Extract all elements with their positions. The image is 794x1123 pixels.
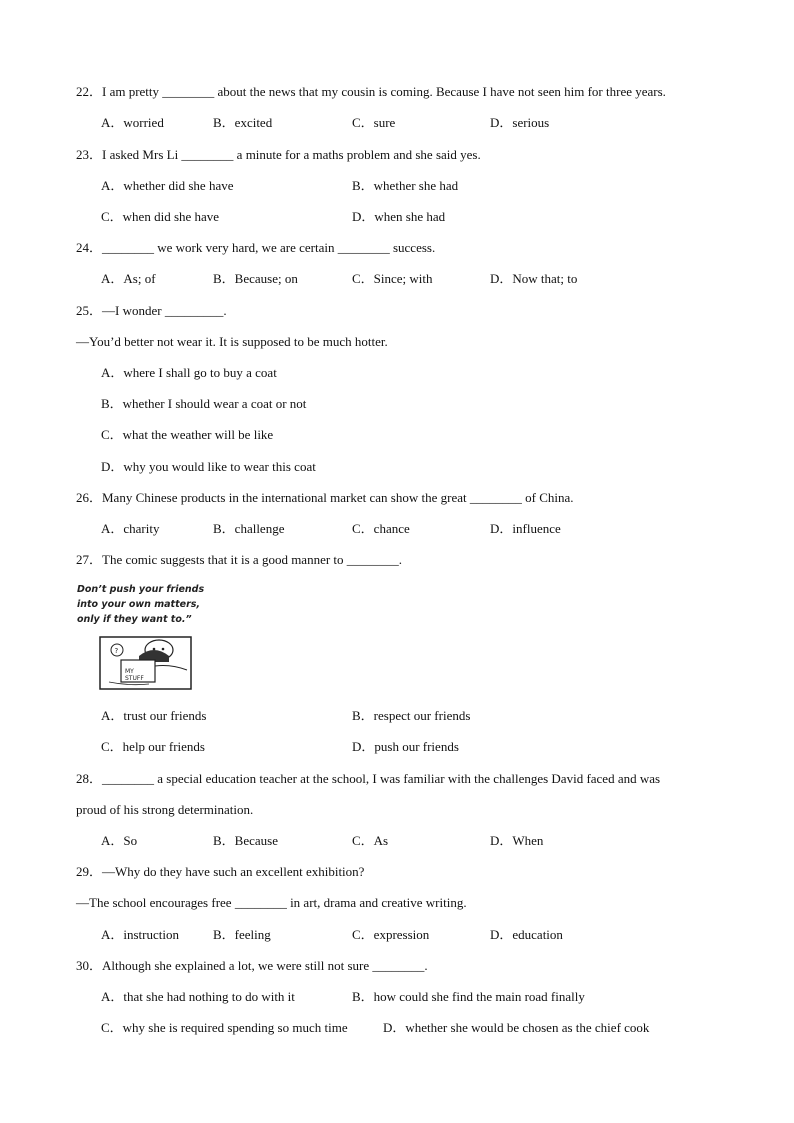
- q28-option-a[interactable]: A．So: [101, 833, 138, 848]
- q22-option-d[interactable]: D．serious: [490, 115, 550, 130]
- q30-option-b[interactable]: B．how could she find the main road finally: [352, 989, 585, 1004]
- q28-option-c[interactable]: C．As: [352, 833, 389, 848]
- q29-option-d[interactable]: D．education: [490, 927, 563, 942]
- comic-caption: Don’t push your friends into your own matters, only if they want to.”: [77, 584, 205, 625]
- q24-option-d[interactable]: D．Now that; to: [490, 271, 578, 286]
- q27-option-d[interactable]: D．push our friends: [352, 739, 459, 754]
- question-23-stem: 23．I asked Mrs Li ________ a minute for a maths problem and she said yes.: [76, 147, 481, 162]
- question-25-stem: 25．—I wonder _________.: [76, 303, 227, 318]
- question-22-stem: 22．I am pretty ________ about the news that my cousin is coming. Because I have not seen him for three years.: [76, 84, 666, 99]
- question-29-stem: 29．—Why do they have such an excellent exhibition?: [76, 864, 365, 879]
- question-24-stem: 24．________ we work very hard, we are certain ________ success.: [76, 240, 436, 255]
- q28-option-b[interactable]: B．Because: [213, 833, 278, 848]
- question-26-stem: 26．Many Chinese products in the international market can show the great ________ of China.: [76, 490, 574, 505]
- question-30-stem: 30．Although she explained a lot, we were still not sure ________.: [76, 958, 428, 973]
- q29-option-c[interactable]: C．expression: [352, 927, 430, 942]
- q23-option-c[interactable]: C．when did she have: [101, 209, 220, 224]
- q24-option-c[interactable]: C．Since; with: [352, 271, 433, 286]
- q25-option-c[interactable]: C．what the weather will be like: [101, 427, 274, 442]
- q25-option-a[interactable]: A．where I shall go to buy a coat: [101, 365, 277, 380]
- q26-option-c[interactable]: C．chance: [352, 521, 410, 536]
- q30-option-a[interactable]: A．that she had nothing to do with it: [101, 989, 295, 1004]
- comic-illustration: [99, 636, 192, 690]
- question-25-reply: —You’d better not wear it. It is supposed to be much hotter.: [76, 334, 388, 349]
- q22-option-c[interactable]: C．sure: [352, 115, 396, 130]
- question-28-stem-line2: proud of his strong determination.: [76, 802, 254, 817]
- q27-option-c[interactable]: C．help our friends: [101, 739, 205, 754]
- q27-option-a[interactable]: A．trust our friends: [101, 708, 207, 723]
- question-29-reply: —The school encourages free ________ in art, drama and creative writing.: [76, 895, 467, 910]
- question-27-stem: 27．The comic suggests that it is a good manner to ________.: [76, 552, 403, 567]
- q23-option-b[interactable]: B．whether she had: [352, 178, 459, 193]
- q24-option-b[interactable]: B．Because; on: [213, 271, 298, 286]
- q26-option-d[interactable]: D．influence: [490, 521, 561, 536]
- q22-option-b[interactable]: B．excited: [213, 115, 273, 130]
- q27-option-b[interactable]: B．respect our friends: [352, 708, 471, 723]
- q26-option-a[interactable]: A．charity: [101, 521, 160, 536]
- q29-option-b[interactable]: B．feeling: [213, 927, 271, 942]
- q30-option-c[interactable]: C．why she is required spending so much time: [101, 1020, 348, 1035]
- q24-option-a[interactable]: A．As; of: [101, 271, 156, 286]
- q26-option-b[interactable]: B．challenge: [213, 521, 285, 536]
- question-28-stem-line1: 28．________ a special education teacher at the school, I was familiar with the challenges David faced and was: [76, 771, 661, 786]
- svg-text:?: ?: [114, 647, 119, 655]
- q23-option-d[interactable]: D．when she had: [352, 209, 446, 224]
- q23-option-a[interactable]: A．whether did she have: [101, 178, 234, 193]
- q22-option-a[interactable]: A．worried: [101, 115, 164, 130]
- q29-option-a[interactable]: A．instruction: [101, 927, 179, 942]
- q25-option-b[interactable]: B．whether I should wear a coat or not: [101, 396, 307, 411]
- q25-option-d[interactable]: D．why you would like to wear this coat: [101, 459, 316, 474]
- q28-option-d[interactable]: D．When: [490, 833, 544, 848]
- q30-option-d[interactable]: D．whether she would be chosen as the chief cook: [383, 1020, 650, 1035]
- svg-text:MY: MY: [125, 668, 134, 675]
- svg-text:STUFF: STUFF: [125, 675, 144, 682]
